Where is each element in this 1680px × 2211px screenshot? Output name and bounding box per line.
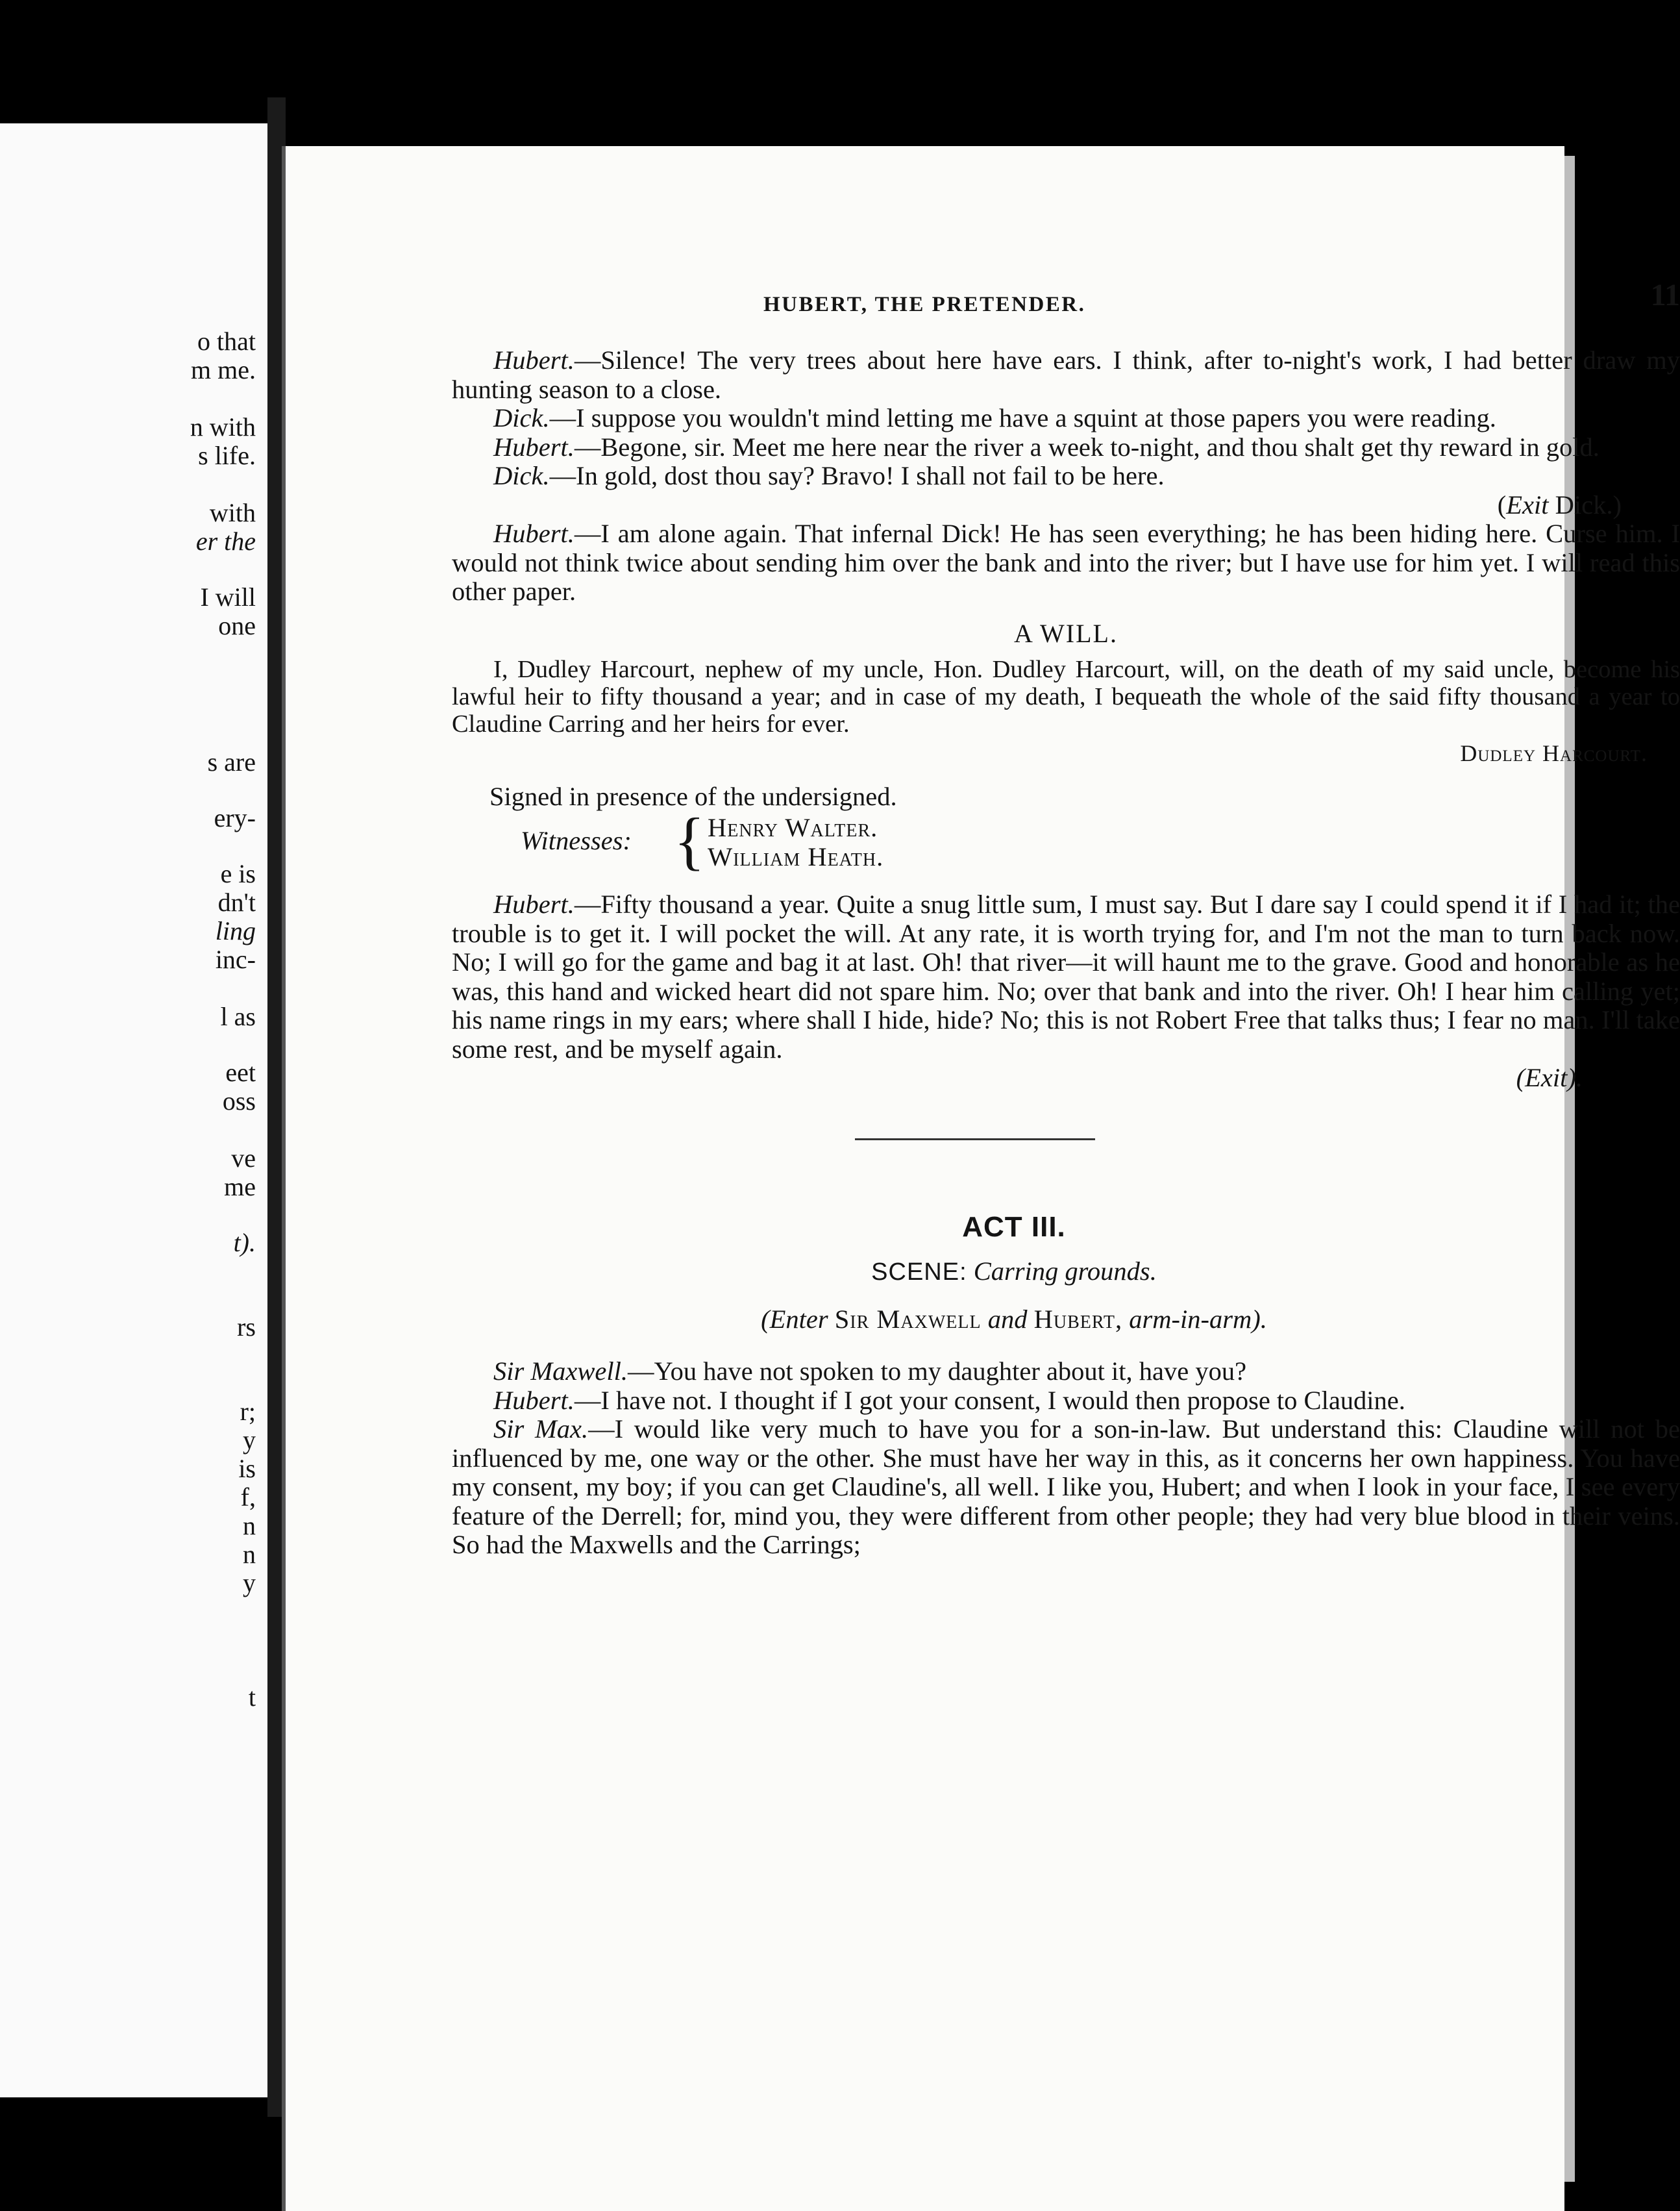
enter-character: Sir Maxwell [834,1304,982,1334]
edge-line: f, [240,1482,256,1512]
witness-names [708,814,883,871]
book-page [286,146,1680,2211]
dialogue-paragraph [452,1415,1680,1560]
edge-line: l as [220,1002,256,1031]
speaker-name: Sir Maxwell. [493,1356,628,1386]
scene-place: Carring grounds. [973,1256,1157,1286]
dialogue-paragraph [452,1386,1680,1416]
edge-line: s are [207,747,256,777]
speaker-name: Sir Max. [493,1414,589,1443]
edge-line: n with [190,412,256,442]
edge-line: me [224,1172,256,1201]
witness-name: William Heath. [708,842,884,871]
edge-line: e is [220,859,256,888]
edge-line: dn't [217,888,256,917]
speaker-name: Hubert. [493,345,574,375]
edge-line: y [243,1425,256,1455]
edge-line: s life. [198,441,256,470]
facing-page [0,123,267,2097]
scene-label: SCENE: [871,1258,967,1286]
edge-line: eet [225,1058,256,1087]
edge-line: n [243,1540,256,1569]
edge-line: r; [240,1397,256,1426]
book-gutter [267,97,286,2117]
edge-line: er the [195,527,256,556]
exit-word: Exit [1506,490,1549,519]
edge-line: ve [231,1143,256,1173]
stage-direction-exit-dick: (Exit Dick.) [1497,490,1622,519]
edge-line: I will [200,582,256,612]
speech-text: —You have not spoken to my daughter about it, have you? [627,1356,1247,1386]
edge-line: ling [215,916,256,945]
dialogue-paragraph [452,462,1680,491]
edge-line: ery- [214,803,256,832]
speech-text: —Begone, sir. Meet me here near the river a week to-night, and thou shalt get thy reward in gold. [574,432,1600,462]
page-number: 11 [1650,278,1680,312]
edge-line: t [248,1682,256,1712]
edge-line: m me. [191,355,256,384]
dialogue-paragraph [452,1357,1680,1386]
speaker-name: Hubert. [493,1385,574,1415]
act-heading: ACT III. [962,1210,1066,1243]
speech-text: —I suppose you wouldn't mind letting me have a squint at those papers you were reading. [549,403,1496,432]
will-signed-line: Signed in presence of the undersigned. [489,781,897,811]
will-title: A WILL. [1014,618,1118,648]
edge-line: one [218,611,256,640]
speaker-name: Hubert. [493,519,574,548]
speech-text: —Fifty thousand a year. Quite a snug little sum, I must say. But I dare say I could spend it if I had it; the trouble is to get it. I will pocket the will. At any rate, it is worth trying for, and I'm not the man to turn back now. No; I will go for the game and bag it at last. Oh! that river—it will haunt me to the grave. Good and honorable as he was, this hand and wicked heart did not spare him. No; over that bank and into the river. Oh! I hear him calling yet; his name rings in my ears; where shall I hide, hide? No; this is not Robert Free that talks thus; I fear no man. I'll take some rest, and be myself again. [452,890,1680,1064]
speaker-name: Hubert. [493,432,574,462]
dialogue-paragraph [452,404,1680,433]
witnesses-label: Witnesses: [521,826,632,855]
exit-name: Dick. [1555,490,1613,519]
stage-direction-enter [400,1305,1628,1334]
enter-open: (Enter [761,1304,828,1334]
running-head: HUBERT, THE PRETENDER. [763,293,1086,316]
edge-line: oss [222,1086,256,1116]
speaker-name: Dick. [493,403,550,432]
edge-line: with [209,498,256,527]
dialogue-paragraph [452,433,1680,462]
speaker-name: Hubert. [493,890,574,919]
dialogue-paragraph [452,346,1680,404]
enter-and: and [987,1304,1028,1334]
act-three-dialogue [452,1357,1680,1560]
dialogue-paragraph [452,519,1680,606]
edge-line: is [238,1454,256,1483]
dialogue-paragraph [452,890,1680,1064]
will-body: I, Dudley Harcourt, nephew of my uncle, Hon. Dudley Harcourt, will, on the death of my said uncle, become his lawful heir to fifty thousand a year; and in case of my death, I bequeath the whole of the said fifty thousand a year to Claudine Carring and her heirs for ever. [452,656,1680,738]
section-divider [855,1138,1095,1140]
speech-text: —Silence! The very trees about here have ears. I think, after to-night's work, I had better draw my hunting season to a close. [452,345,1680,404]
speech-text: —I am alone again. That infernal Dick! He has seen everything; he has been hiding here. Curse him. I would not think twice about sending him over the bank and into the river; but I have use for him yet. I will read this other paper. [452,519,1680,606]
speaker-name: Dick. [493,461,550,490]
speech-text: —I would like very much to have you for a son-in-law. But understand this: Claudine will not be influenced by me, one way or the other. She must have her way in this, as it concerns her own happiness. You have my consent, my boy; if you can get Claudine's, all well. I like you, Hubert; and when I look in your face, I see every feature of the Derrell; for, mind you, they were different from other people; they had very blue blood in their veins. So had the Maxwells and the Carrings; [452,1414,1680,1559]
witness-name: Henry Walter. [708,813,878,842]
speech-text: —I have not. I thought if I got your consent, I would then propose to Claudine. [574,1385,1405,1415]
speech-text: —In gold, dost thou say? Bravo! I shall not fail to be here. [549,461,1165,490]
scene-line [400,1257,1628,1287]
edge-line: y [243,1568,256,1597]
page-text [452,278,1680,1560]
edge-line: rs [237,1312,256,1342]
page-header [452,278,1680,346]
edge-line: t). [233,1228,256,1257]
edge-line: inc- [215,945,256,974]
enter-close: arm-in-arm). [1129,1304,1267,1334]
brace-glyph: { [674,805,705,877]
witness-block [521,805,1680,877]
edge-line: n [243,1511,256,1540]
enter-character: Hubert, [1033,1304,1123,1334]
stage-direction-exit: (Exit). [1516,1063,1583,1092]
edge-line: o that [197,327,256,356]
will-signature: Dudley Harcourt. [1460,740,1648,766]
